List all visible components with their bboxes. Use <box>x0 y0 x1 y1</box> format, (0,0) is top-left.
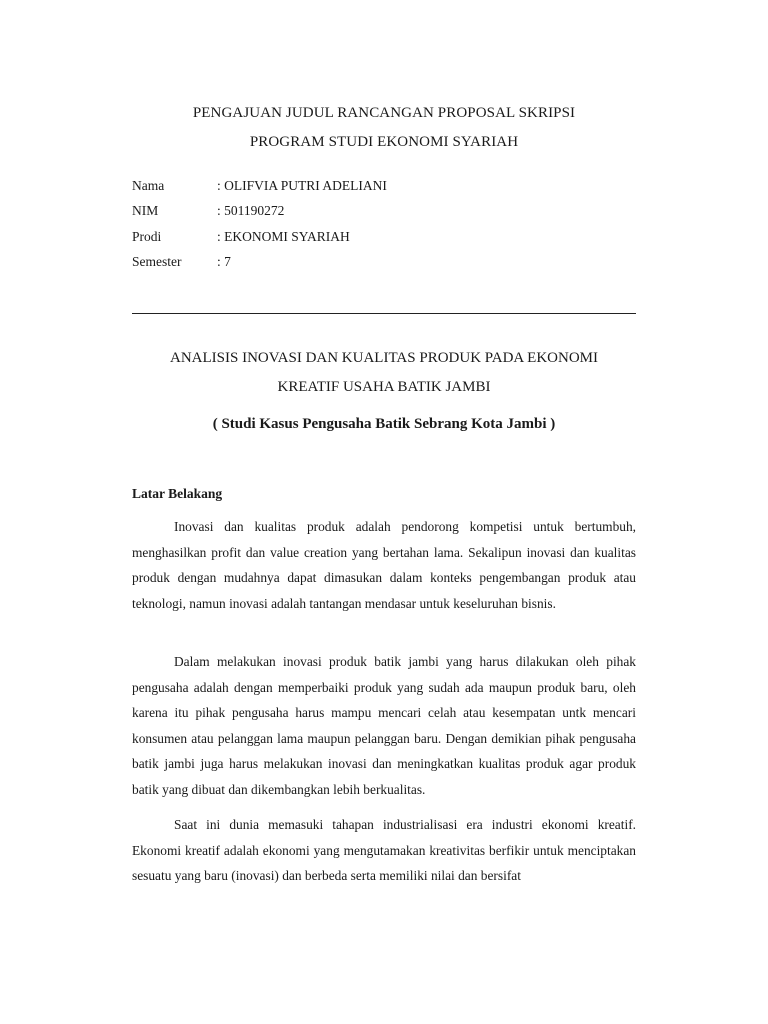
paragraph-3: Saat ini dunia memasuki tahapan industrialisasi era industri ekonomi kreatif. Ekonomi kreatif adalah ekonomi yang mengutamakan kreativitas berfikir untuk menciptakan sesuatu yang baru (inovasi) dan berbeda serta memiliki nilai dan bersifat <box>132 817 636 883</box>
paragraph-2: Dalam melakukan inovasi produk batik jambi yang harus dilakukan oleh pihak pengusaha adalah dengan memperbaiki produk yang sudah ada maupun produk baru, oleh karena itu pihak pengusaha harus mampu mencari celah atau kesempatan untk mencari konsumen atau pelanggan lama maupun pelanggan baru. Dengan demikian pihak pengusaha batik jambi juga harus melakukan inovasi dan meningkatkan kualitas produk agar produk batik yang dibuat dan dikembangkan lebih berkualitas. <box>132 654 636 797</box>
info-label: Nama <box>132 178 165 193</box>
info-row-prodi <box>132 229 636 254</box>
section-heading-latar-belakang: Latar Belakang <box>132 486 223 501</box>
info-value: : EKONOMI SYARIAH <box>217 228 350 244</box>
info-value: : 7 <box>217 253 231 269</box>
info-value: : 501190272 <box>217 203 285 219</box>
research-title-line-1: ANALISIS INOVASI DAN KUALITAS PRODUK PADA EKONOMI <box>170 350 598 366</box>
research-title-line-2: KREATIF USAHA BATIK JAMBI <box>277 379 491 395</box>
document-title-line-1: PENGAJUAN JUDUL RANCANGAN PROPOSAL SKRIPSI <box>192 105 576 121</box>
horizontal-divider <box>132 313 636 314</box>
document-title-line-2: PROGRAM STUDI EKONOMI SYARIAH <box>249 134 519 150</box>
info-label: Semester <box>132 253 182 269</box>
paragraph-1: Inovasi dan kualitas produk adalah pendorong kompetisi untuk bertumbuh, menghasilkan profit dan value creation yang bertahan lama. Sekalipun inovasi dan kualitas produk dengan mudahnya dapat dimasukan dalam konteks pengembangan produk atau teknologi, namun inovasi adalah tantangan mendasar untuk keseluruhan bisnis. <box>132 519 636 611</box>
info-label: Prodi <box>132 228 162 244</box>
info-row-nama <box>132 178 636 203</box>
info-label: NIM <box>132 203 159 219</box>
research-subtitle: ( Studi Kasus Pengusaha Batik Sebrang Kota Jambi ) <box>212 416 556 432</box>
info-row-semester <box>132 254 636 279</box>
student-info <box>132 178 636 279</box>
info-value: : OLIFVIA PUTRI ADELIANI <box>217 178 387 193</box>
info-row-nim <box>132 203 636 228</box>
